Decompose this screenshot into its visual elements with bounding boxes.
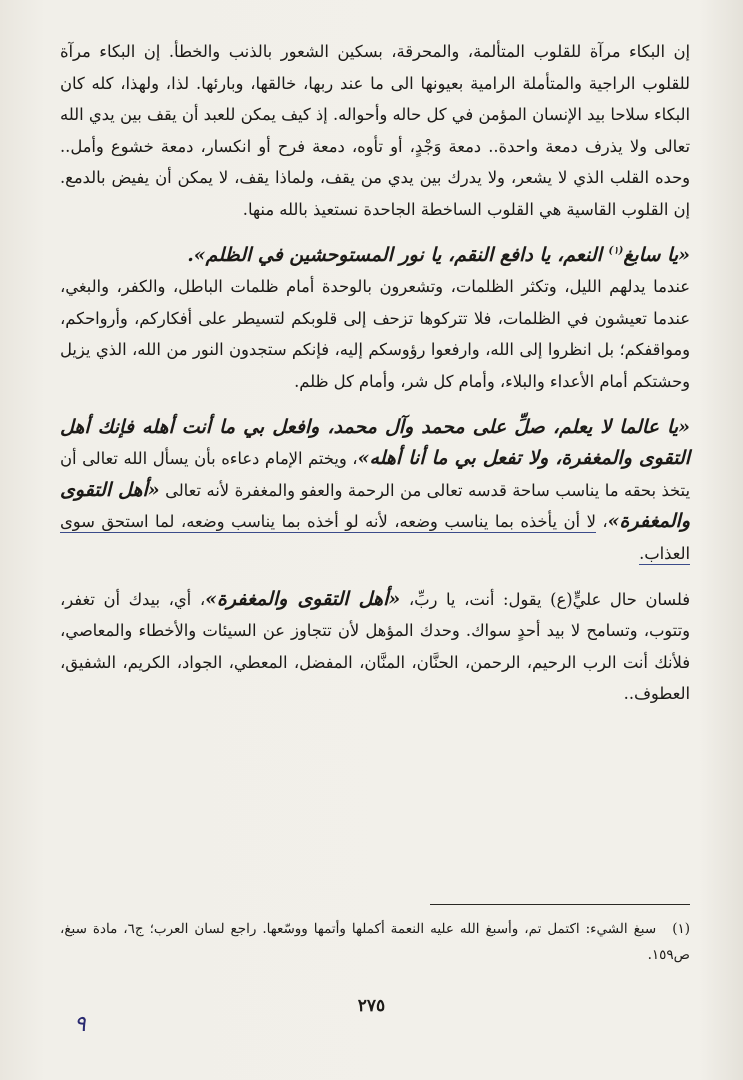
footnote — [60, 916, 690, 968]
paragraph4-text2: ، أي، بيدك أن تغفر، وتتوب، وتسامح لا بيد أحدٍ سواك. وحدك المؤهل لأن تتجاوز عن السيئات والأخطاء والمعاصي، فلأنك أنت الرب الرحيم، الرحمن، الحنَّان، المنَّان، المفضل، المعطي، الجواد، الكريم، الشفيق، العطوف.. — [60, 589, 690, 704]
supplication-quote-1 — [60, 240, 690, 272]
quote1-part2: النعم، يا دافع النقم، يا نور المستوحشين في الظلم». — [187, 243, 609, 266]
underlined-passage: لا أن يأخذه بما يناسب وضعه، لأنه لو أخذه بما يناسب وضعه، لما استحق سوى العذاب. — [60, 512, 690, 563]
paragraph3-text2: ، — [595, 512, 608, 532]
footnote-ref: (١) — [608, 245, 624, 257]
footnote-number: (١) — [672, 921, 691, 937]
supplication-quote-2: «يا عالما لا يعلم، صلِّ على محمد وآل محمد، وافعل بي ما أنت أهله فإنك أهل التقوى والمغفرة، ولا تفعل بي ما أنا أهله» — [60, 415, 690, 470]
paragraph-worthiness — [60, 412, 690, 570]
page-number: ٢٧٥ — [357, 996, 386, 1016]
inline-quote-2: «أهل التقوى والمغفرة» — [205, 587, 401, 610]
footnote-divider — [430, 904, 690, 905]
paragraph-darkness: عندما يدلهم الليل، وتكثر الظلمات، وتشعرون بالوحدة أمام ظلمات الباطل، والكفر، والبغي، عندما تعيشون في الظلمات، فلا تتركوها تزحف إلى قلوبكم لتسيطر على أفكاركم، وأرواحكم، ومواقفكم؛ بل انظروا إلى الله، وارفعوا رؤوسكم إليه، فإنكم ستجدون النور من الله، الذي يزيل وحشتكم أمام الأعداء والبلاء، وأمام كل شر، وأمام كل ظلم. — [60, 277, 690, 391]
paragraph-ali — [60, 584, 690, 710]
handwritten-margin-mark: ٩ — [74, 1012, 86, 1037]
paragraph-weeping: إن البكاء مرآة للقلوب المتألمة، والمحرقة، بسكين الشعور بالذنب والخطأ. إن البكاء مرآة للقلوب الراجية والمتأملة الرامية بعيونها الى ما عند ربها، خالقها، وبارئها. لذا، ولهذا، كله كان البكاء سلاحا بيد الإنسان المؤمن في كل حاله وأحواله. إذ كيف يمكن للعبد أن يقف بين يدي الله تعالى ولا يذرف دمعة واحدة.. دمعة وَجْدٍ، أو تأوه، دمعة فرح أو انكسار، دمعة خشوع وأمل.. وحده القلب الذي لا يشعر، ولا يدرك بين يدي من يقف، ولماذا يقف، لا يمكن أن يفيض بالدمع. إن القلوب القاسية هي القلوب الساخطة الجاحدة نستعيذ بالله منها. — [60, 42, 690, 219]
inline-quote-1: «أهل التقوى والمغفرة» — [60, 478, 690, 533]
footnote-text: سبغ الشيء: اكتمل تم، وأسبغ الله عليه النعمة أكملها وأتمها ووسّعها. راجع لسان العرب؛ ج٦، مادة سبغ، ص١٥٩. — [60, 921, 690, 963]
quote1-part1: «يا سابغ — [623, 243, 690, 266]
paragraph4-text1: فلسان حال عليٍّ(ع) يقول: أنت، يا ربِّ، — [400, 589, 690, 609]
paragraph3-text1: ، ويختم الإمام دعاءه بأن يسأل الله تعالى أن يتخذ بحقه ما يناسب ساحة قدسه تعالى من الرحمة والعفو والمغفرة لأنه تعالى — [60, 449, 690, 500]
main-text — [60, 36, 690, 710]
